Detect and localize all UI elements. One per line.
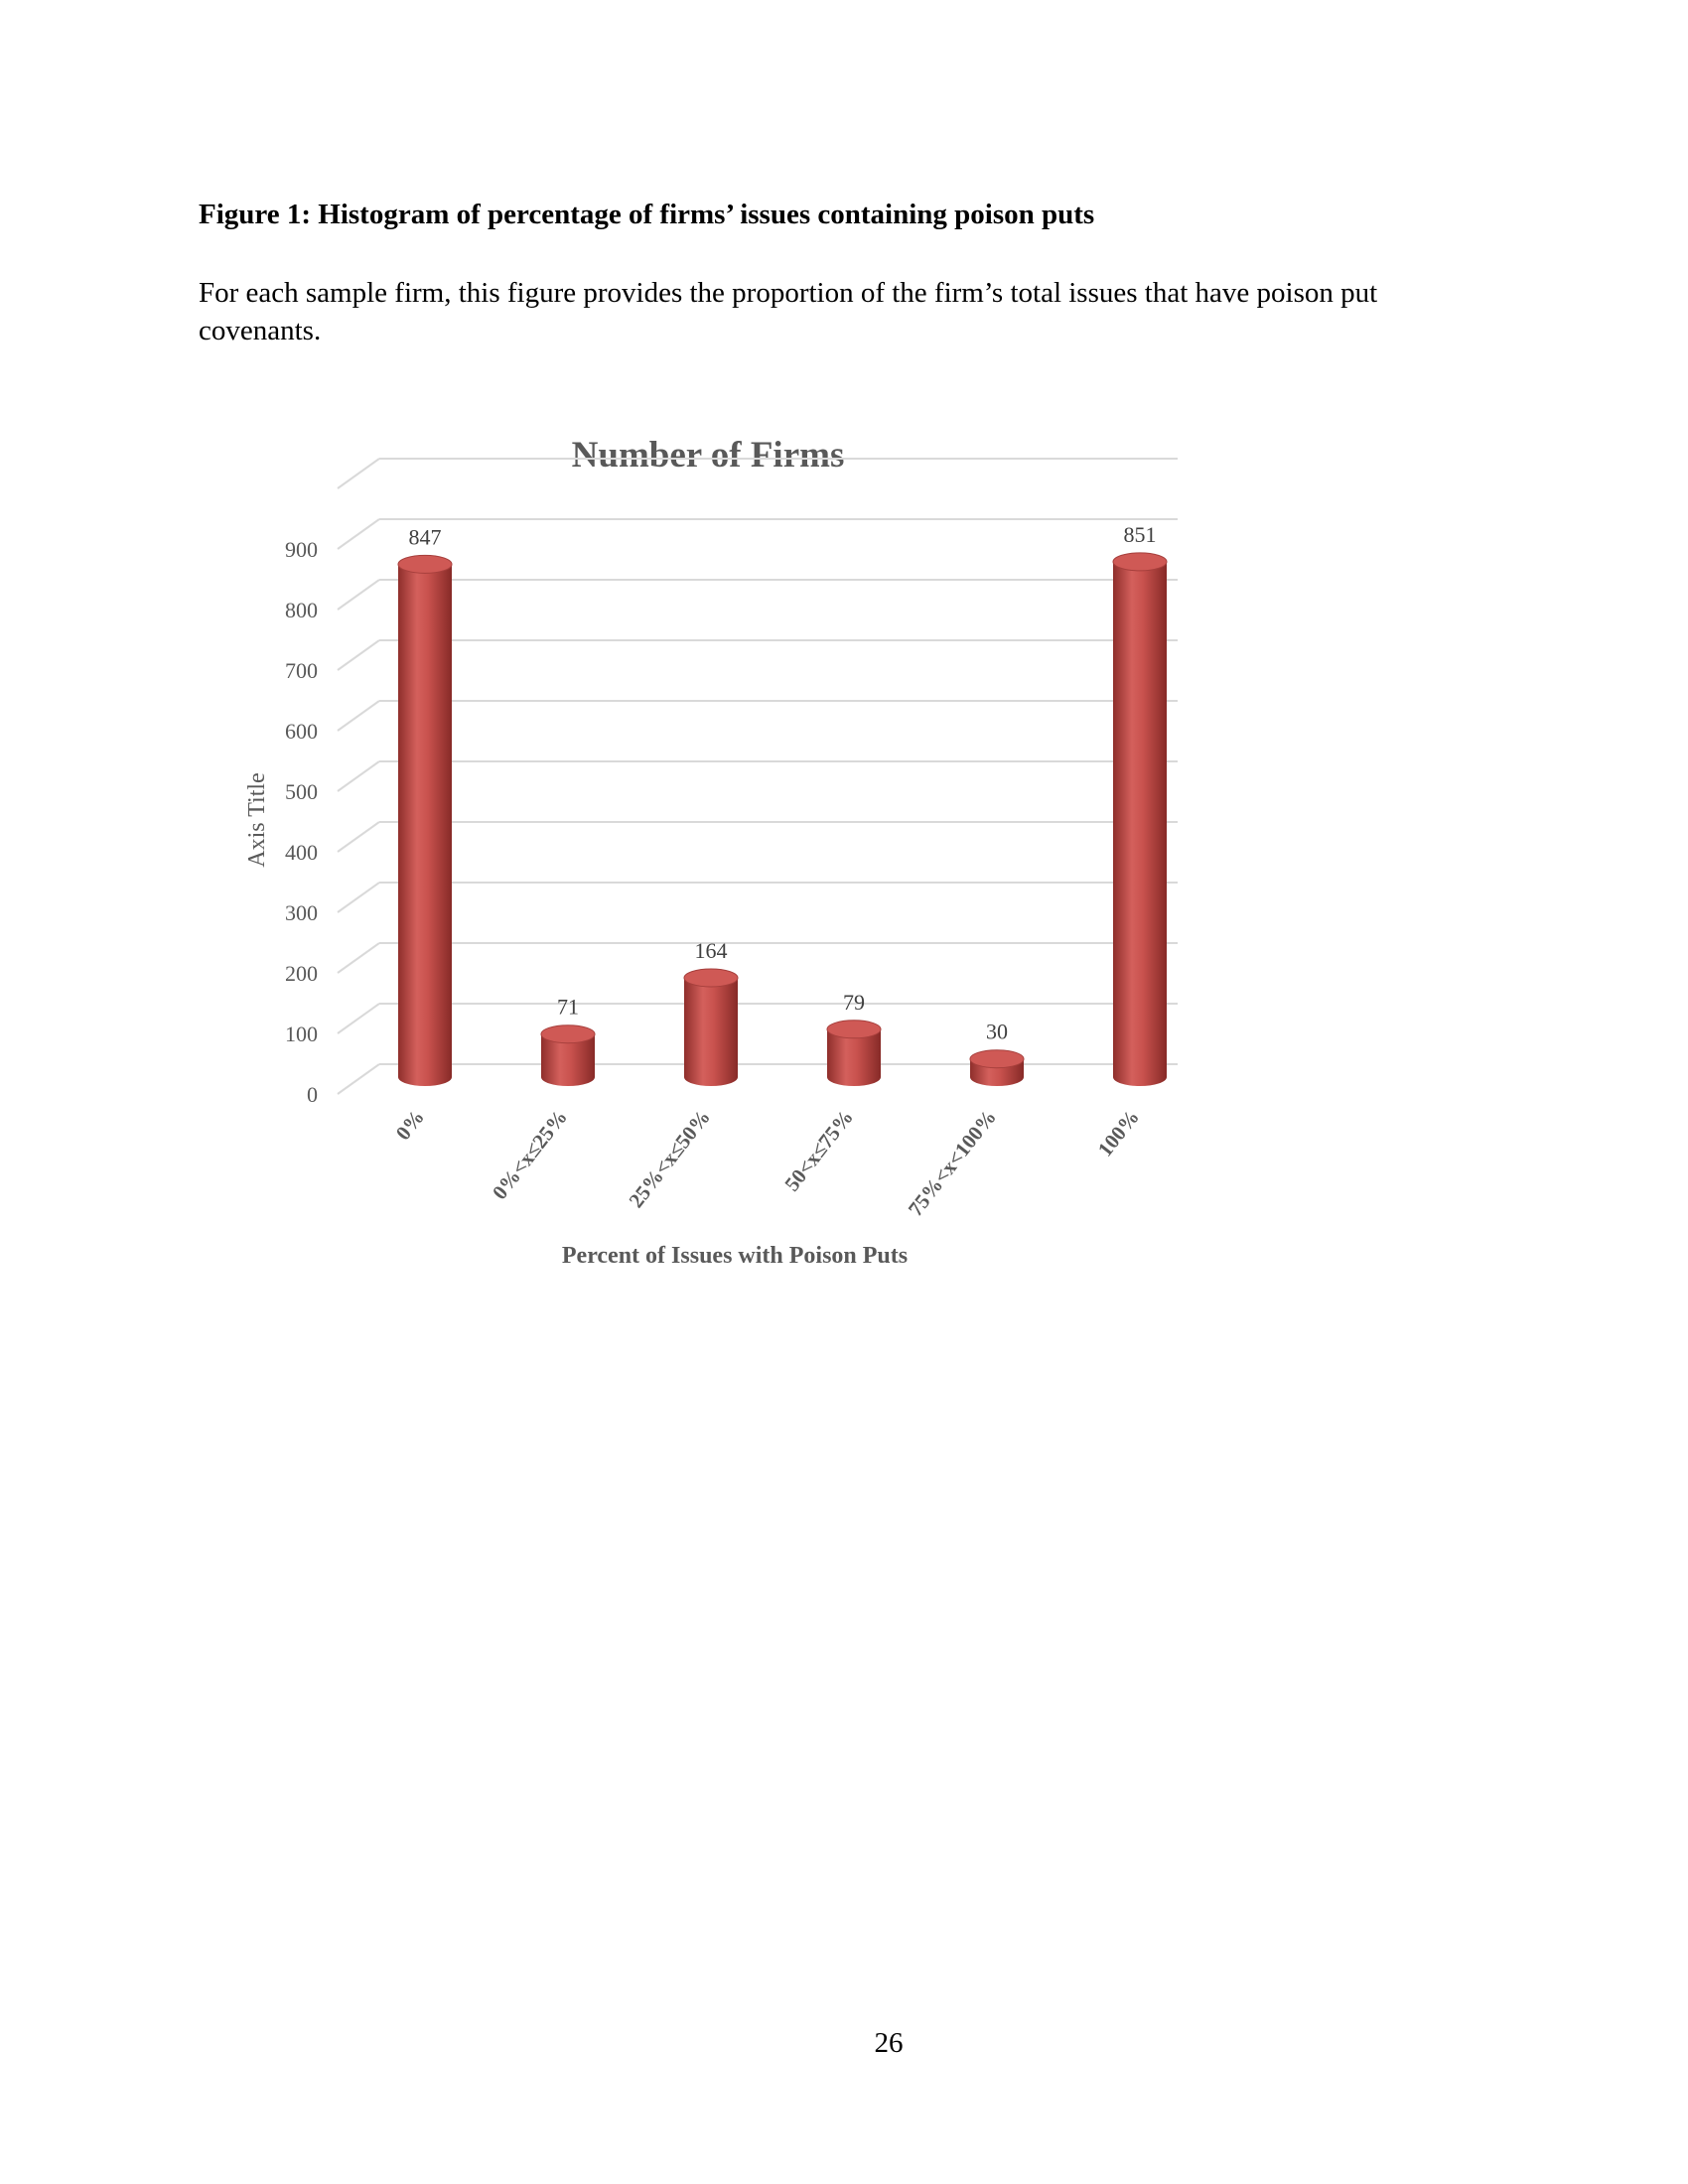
data-label: 851: [1123, 521, 1157, 547]
page-number: 26: [874, 2027, 904, 2059]
bar-body: [684, 978, 738, 1086]
bar: [684, 969, 738, 1086]
bar-body: [398, 564, 452, 1086]
gridline-side: [338, 822, 379, 852]
data-label: 30: [986, 1019, 1008, 1044]
gridline-side: [338, 1004, 379, 1033]
y-tick-label: 800: [285, 598, 318, 622]
y-tick-label: 0: [307, 1082, 318, 1107]
gridline-side: [338, 761, 379, 791]
bar-cap: [398, 555, 452, 573]
bar-cap: [541, 1025, 595, 1043]
y-tick-label: 700: [285, 658, 318, 683]
gridline-side: [338, 519, 379, 549]
x-axis-categories: [391, 1105, 1144, 1220]
bar-cap: [970, 1050, 1024, 1068]
gridline-side: [338, 943, 379, 973]
figure-caption: For each sample firm, this figure provides the proportion of the firm’s total issues that have poison put covenants.: [199, 277, 1378, 346]
y-tick-label: 900: [285, 537, 318, 562]
gridline-side: [338, 701, 379, 731]
y-axis-title: Axis Title: [244, 772, 270, 868]
gridline-side: [338, 640, 379, 670]
gridline-side: [338, 459, 379, 488]
gridline-side: [338, 580, 379, 610]
bar: [970, 1050, 1024, 1086]
gridline-side: [338, 883, 379, 912]
bar: [541, 1025, 595, 1086]
data-label: 79: [843, 989, 865, 1015]
y-tick-label: 100: [285, 1022, 318, 1046]
bar: [827, 1021, 881, 1086]
bar-cap: [684, 969, 738, 987]
x-category-label: 0%: [390, 1105, 429, 1145]
data-label: 847: [408, 524, 442, 550]
bar: [398, 555, 452, 1086]
y-tick-label: 500: [285, 779, 318, 804]
x-category-label: 0%<x≤25%: [487, 1105, 572, 1204]
bars: [398, 553, 1167, 1086]
x-category-label: 50<x≤75%: [779, 1105, 858, 1196]
y-tick-label: 600: [285, 719, 318, 744]
x-category-label: 100%: [1092, 1105, 1144, 1161]
data-label: 71: [557, 994, 579, 1020]
bar-cap: [827, 1021, 881, 1038]
data-labels: [409, 522, 1157, 1044]
data-label: 164: [694, 937, 728, 963]
bar: [1113, 553, 1167, 1086]
y-axis-ticks: [285, 537, 318, 1107]
x-category-label: 75%<x<100%: [903, 1105, 1001, 1221]
bar-cap: [1113, 553, 1167, 571]
gridlines: [338, 459, 1178, 1094]
x-category-label: 25%<x≤50%: [624, 1105, 715, 1213]
gridline-side: [338, 1064, 379, 1094]
y-tick-label: 300: [285, 900, 318, 925]
figure-heading: Figure 1: Histogram of percentage of firms’ issues containing poison puts: [199, 199, 1095, 230]
x-axis-title: Percent of Issues with Poison Puts: [561, 1243, 909, 1269]
chart-title: Number of Firms: [571, 435, 845, 476]
y-tick-label: 200: [285, 961, 318, 986]
y-tick-label: 400: [285, 840, 318, 865]
bar-body: [1113, 562, 1167, 1086]
